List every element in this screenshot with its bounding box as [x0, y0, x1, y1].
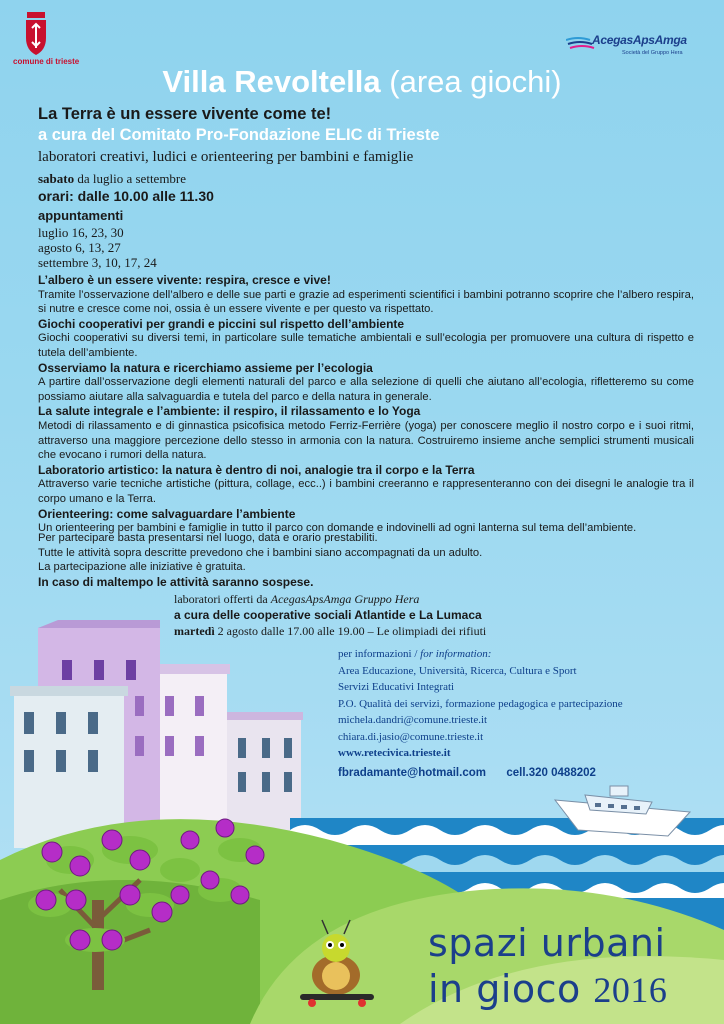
- intro-description: laboratori creativi, ludici e orienteering per bambini e famiglie: [38, 149, 414, 165]
- contact-email-link[interactable]: chiara.di.jasio@comune.trieste.it: [338, 730, 484, 743]
- buildings-illustration: [10, 620, 303, 848]
- contact-line: Servizi Educativi Integrati: [338, 681, 455, 693]
- contacts-block: [338, 646, 623, 781]
- lab-day: [174, 623, 486, 639]
- weather-note: In caso di maltempo le attività saranno sospese.: [38, 574, 314, 589]
- contact-email-link[interactable]: fbradamante@hotmail.com: [338, 766, 486, 779]
- activity-heading: La salute integrale e l’ambiente: il respiro, il rilassamento e lo Yoga: [38, 404, 421, 419]
- sabato-rest: da luglio a settembre: [74, 171, 187, 186]
- intro-organizer: a cura del Comitato Pro-Fondazione ELIC di Trieste: [38, 126, 440, 144]
- sponsor-sub: Società del Gruppo Hera: [622, 50, 683, 56]
- activity-heading: Giochi cooperativi per grandi e piccini sul rispetto dell’ambiente: [38, 316, 405, 331]
- brand-line2: in gioco: [428, 967, 581, 1011]
- participation-info: [38, 531, 694, 589]
- activity-heading: Orienteering: come salvaguardare l’ambiente: [38, 506, 296, 521]
- date-line: agosto 6, 13, 27: [38, 240, 121, 255]
- poster-title: [0, 64, 724, 100]
- activity-text: Metodi di rilassamento e di ginnastica psicofisica metodo Ferriz-Ferrière (yoga) per conoscere meglio il nostro corpo e i suoi ritmi, attraverso una maggiore percezione dello stesso in armonia con la natura. Costruiremo insieme anche semplici strumenti musicali che evocano i rumori della natura.: [38, 419, 694, 462]
- contact-line: Area Educazione, Università, Ricerca, Cultura e Sport: [338, 664, 577, 677]
- contact-line: P.O. Qualità dei servizi, formazione pedagogica e partecipazione: [338, 697, 623, 710]
- activity-text: A partire dall’osservazione degli elementi naturali del parco e alla selezione di quelli che aiutano all’ecologia, rifletteremo su come possiamo aiutare alla salvaguardia e tutela del parco e della natura in generale.: [38, 376, 694, 403]
- website-link[interactable]: www.retecivica.trieste.it: [338, 747, 451, 759]
- contacts-intro: [338, 646, 623, 663]
- date-line: luglio 16, 23, 30: [38, 225, 124, 240]
- contact-phone: cell.320 0488202: [506, 766, 596, 779]
- lab-coop: a cura delle cooperative sociali Atlantide e La Lumaca: [174, 608, 482, 622]
- schedule-hours: orari: dalle 10.00 alle 11.30: [38, 188, 214, 204]
- lab-section: [174, 591, 486, 639]
- brand-line1: spazi urbani: [428, 921, 666, 965]
- schedule-sabato: [38, 171, 186, 187]
- lab-offered-prefix: laboratori offerti da: [174, 592, 271, 606]
- sponsor-name: AcegasApsAmga: [592, 33, 687, 47]
- appointments-heading: appuntamenti: [38, 208, 124, 223]
- comune-label: comune di trieste: [13, 57, 80, 66]
- event-branding: [428, 920, 667, 1013]
- activity-heading: Laboratorio artistico: la natura è dentro di noi, analogie tra il corpo e la Terra: [38, 462, 475, 477]
- activity-text: Un orienteering per bambini e famiglie in tutto il parco con domande e indovinelli ad ogni lanterna sul tema dell’ambiente.: [38, 522, 637, 535]
- date-line: settembre 3, 10, 17, 24: [38, 255, 157, 270]
- activity-text: Attraverso varie tecniche artistiche (pittura, collage, ecc..) i bambini creeranno e rappresenteranno con dei disegni le analogie tra il corpo umano e la Terra.: [38, 478, 694, 505]
- activities-list: [38, 273, 694, 536]
- contact-email-link[interactable]: michela.dandri@comune.trieste.it: [338, 714, 488, 726]
- comune-di-trieste-crest-icon: [24, 12, 48, 56]
- brand-year: 2016: [593, 970, 668, 1010]
- lab-offered-by: AcegasApsAmga Gruppo Hera: [270, 592, 420, 606]
- activity-text: Giochi cooperativi su diversi temi, in particolare sulle tematiche ambientali e sull’ecologia per promuovere una cultura di rispetto e tutela dell’ambiente.: [38, 332, 694, 359]
- activity-text: Tramite l’osservazione dell’albero e delle sue parti e grazie ad esperimenti scientifici i bambini potranno scoprire che l’albero respira, si nutre e cresce come noi, ossia è un essere vivente e per questo va rispettato.: [38, 288, 694, 316]
- lab-offered: [174, 591, 486, 607]
- lab-day-rest: 2 agosto dalle 17.00 alle 19.00 – Le olimpiadi dei rifiuti: [214, 624, 487, 638]
- contacts-intro-it: per informazioni /: [338, 648, 421, 660]
- intro-headline: La Terra è un essere vivente come te!: [38, 105, 332, 123]
- activity-heading: Osserviamo la natura e ricerchiamo assieme per l’ecologia: [38, 360, 373, 375]
- note-line: Per partecipare basta presentarsi nel luogo, data e orario prestabiliti.: [38, 532, 378, 544]
- title-sub: (area giochi): [389, 64, 562, 99]
- note-line: La partecipazione alle iniziative è gratuita.: [38, 561, 246, 573]
- activity-heading: L’albero è un essere vivente: respira, cresce e vive!: [38, 273, 331, 287]
- sabato-bold: sabato: [38, 171, 75, 186]
- note-line: Tutte le attività sopra descritte prevedono che i bambini siano accompagnati da un adulto.: [38, 546, 483, 559]
- contacts-intro-en: for information:: [420, 648, 492, 660]
- lab-day-bold: martedì: [174, 624, 215, 638]
- title-main: Villa Revoltella: [162, 64, 381, 99]
